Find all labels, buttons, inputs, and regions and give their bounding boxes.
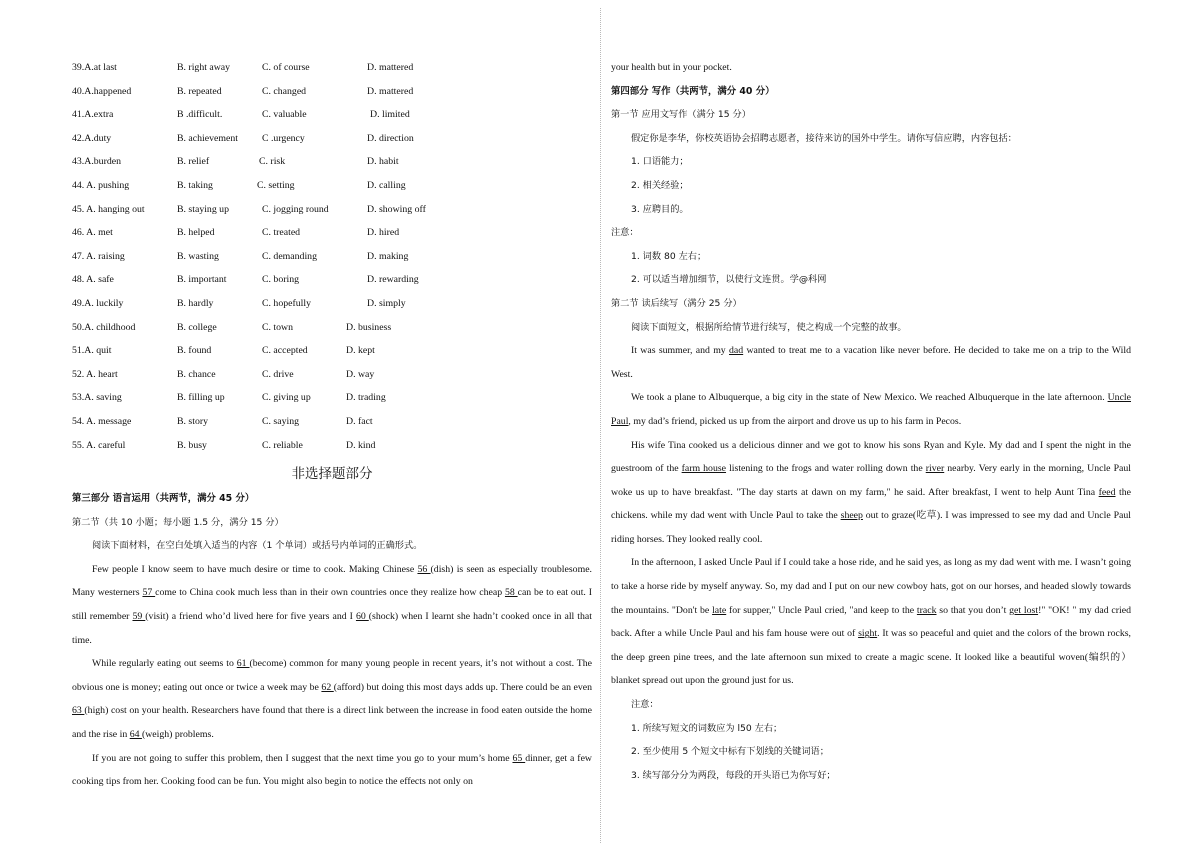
text: can be to eat out. I still remember <box>72 587 592 623</box>
option-b[interactable]: B .difficult. <box>177 109 223 121</box>
question-number-option-a[interactable]: 48. A. safe <box>72 274 114 286</box>
text: We took a plane to Albuquerque, a big city in the state of New Mexico. We reached Albuquerque in the late afternoon. <box>631 392 1108 404</box>
question-number-option-a[interactable]: 44. A. pushing <box>72 179 130 191</box>
text: (become) common for many young people in recent years, it’s not without a cost. The obvious one is money; eating out once or twice a week may be <box>72 658 593 693</box>
option-row <box>72 150 592 174</box>
option-c[interactable]: C. hopefully <box>262 297 311 309</box>
option-c[interactable]: C. drive <box>262 368 294 380</box>
option-c[interactable]: C. accepted <box>262 345 308 357</box>
option-row <box>72 268 592 292</box>
option-row <box>72 80 592 104</box>
option-b[interactable]: B. achievement <box>177 132 238 144</box>
option-d[interactable]: D. calling <box>367 179 406 191</box>
text: Few people I know seem to have much desire or time to cook. Making Chinese <box>92 563 418 575</box>
passage-paragraph-2 <box>72 652 592 746</box>
story-paragraph-3 <box>611 434 1131 552</box>
option-b[interactable]: B. story <box>177 415 209 427</box>
option-b[interactable]: B. chance <box>177 368 216 380</box>
question-number-option-a[interactable]: 49.A. luckily <box>72 297 124 309</box>
text: out to graze(吃草). I was impressed to see my dad and Uncle Paul riding horses. They looked really cool. <box>611 510 1131 545</box>
note-item: 2. 可以适当增加细节，以使行文连贯。学@科网 <box>631 274 827 286</box>
option-c[interactable]: C. saying <box>262 415 300 427</box>
option-row <box>72 292 592 316</box>
instruction: 阅读下面材料，在空白处填入适当的内容（1 个单词）或括号内单词的正确形式。 <box>92 540 423 552</box>
option-c[interactable]: C .urgency <box>262 132 305 144</box>
section2-heading: 第二节 读后续写（满分 25 分） <box>611 297 742 309</box>
section-title: 非选择题部分 <box>291 466 373 483</box>
option-d[interactable]: D. simply <box>367 297 406 309</box>
options-list <box>72 56 592 457</box>
option-b[interactable]: B. college <box>177 321 217 333</box>
option-row <box>72 56 592 80</box>
question-number-option-a[interactable]: 47. A. raising <box>72 250 125 262</box>
option-row <box>72 174 592 198</box>
option-c[interactable]: C. of course <box>262 62 310 73</box>
option-b[interactable]: B. hardly <box>177 297 214 309</box>
left-column <box>72 56 592 794</box>
question-number-option-a[interactable]: 46. A. met <box>72 227 113 239</box>
section2-prompt: 阅读下面短文，根据所给情节进行续写，使之构成一个完整的故事。 <box>631 321 907 333</box>
question-number-option-a[interactable]: 50.A. childhood <box>72 321 136 333</box>
question-number-option-a[interactable]: 43.A.burden <box>72 156 121 168</box>
text: (high) cost on your health. Researchers have found that there is a direct link between the increase in food eaten outside the home and the rise in <box>72 705 592 741</box>
note-label: 注意： <box>611 227 639 239</box>
blank-58[interactable]: 58 <box>504 587 518 599</box>
option-d[interactable]: D. rewarding <box>367 274 419 286</box>
option-c[interactable]: C. valuable <box>262 109 307 121</box>
blank-61[interactable]: 61 <box>236 658 250 670</box>
keyword: dad <box>729 345 744 357</box>
story-paragraph-1 <box>611 339 1131 386</box>
requirement-item: 2. 相关经验； <box>631 179 689 191</box>
option-row <box>72 127 592 151</box>
text: nearby. Very early in the morning, Uncle Paul woke us up to have breakfast. "The day starts at dawn on my farm," he said. After breakfast, I went to help Aunt Tina <box>611 463 1131 498</box>
part3-heading: 第三部分 语言运用（共两节，满分 45 分） <box>72 493 255 505</box>
keyword: track <box>916 604 937 616</box>
option-b[interactable]: B. repeated <box>177 85 222 97</box>
question-number-option-a[interactable]: 41.A.extra <box>72 109 114 121</box>
keyword: late <box>712 604 727 616</box>
option-row <box>72 221 592 245</box>
option-b[interactable]: B. wasting <box>177 250 219 262</box>
option-row <box>72 386 592 410</box>
option-c[interactable]: C. giving up <box>262 392 311 404</box>
option-c[interactable]: C. town <box>262 321 294 333</box>
question-number-option-a[interactable]: 51.A. quit <box>72 345 112 357</box>
blank-64[interactable]: 64 <box>129 729 142 741</box>
question-number-option-a[interactable]: 39.A.at last <box>72 62 117 73</box>
passage-paragraph-3 <box>72 747 592 794</box>
keyword: sheep <box>840 510 863 522</box>
option-c[interactable]: C. risk <box>259 156 286 168</box>
option-d[interactable]: D. habit <box>367 156 399 168</box>
blank-57[interactable]: 57 <box>142 587 156 599</box>
blank-65[interactable]: 65 <box>512 752 526 764</box>
note2-item: 1. 所续写短文的词数应为 l50 左右； <box>631 722 783 734</box>
option-d[interactable]: D. kind <box>346 439 376 451</box>
text: (visit) a friend who’d lived here for five years and I <box>145 611 356 623</box>
keyword: river <box>925 463 945 475</box>
blank-62[interactable]: 62 <box>321 681 334 693</box>
option-c[interactable]: C. reliable <box>262 439 303 451</box>
note2-label: 注意： <box>631 699 659 711</box>
option-d[interactable]: D. fact <box>346 415 373 427</box>
continuation-line: your health but in your pocket. <box>611 62 732 73</box>
option-row <box>72 198 592 222</box>
option-b[interactable]: B. important <box>177 274 227 286</box>
text: . It was so peaceful and quiet and the colors of the brown rocks, the deep green pine trees, and the late afternoon sun mixed to create a magic scene. It looked like a beautiful woven(编织的）blanket spread out upon the ground just for us. <box>611 628 1131 687</box>
note2-item: 3. 续写部分分为两段，每段的开头语已为你写好； <box>631 769 836 781</box>
option-c[interactable]: C. setting <box>257 179 295 191</box>
keyword: farm house <box>681 463 727 475</box>
text: His wife Tina cooked us a delicious dinner and we got to know his sons Ryan and Kyle. My dad and I spent the night in the guestroom of the <box>611 439 1131 475</box>
story-paragraph-2 <box>611 386 1131 433</box>
option-b[interactable]: B. staying up <box>177 203 229 215</box>
option-d[interactable]: D. showing off <box>367 203 426 215</box>
option-row <box>72 410 592 434</box>
keyword: feed <box>1098 486 1116 498</box>
option-d[interactable]: D. business <box>346 321 392 333</box>
option-d[interactable]: D. kept <box>346 345 375 357</box>
passage-paragraph-1 <box>72 558 592 652</box>
text: !" "OK! " my dad cried back. After a while Uncle Paul and his fam house were out of <box>611 604 1131 640</box>
option-d[interactable]: D. way <box>346 368 375 380</box>
text: listening to the frogs and water rolling down the <box>726 463 926 475</box>
option-c[interactable]: C. treated <box>262 227 301 239</box>
text: (shock) when I learnt she hadn’t cooked once in all that time. <box>72 611 592 646</box>
option-d[interactable]: D. hired <box>367 227 400 239</box>
option-row <box>72 339 592 363</box>
option-c[interactable]: C. jogging round <box>262 203 329 215</box>
text: so that you don’t <box>936 604 1010 616</box>
part3-subheading: 第二节（共 10 小题；每小题 1.5 分，满分 15 分） <box>72 516 284 528</box>
column-divider <box>600 8 601 843</box>
text: If you are not going to suffer this problem, then I suggest that the next time you go to your mum’s home <box>92 752 513 764</box>
question-number-option-a[interactable]: 53.A. saving <box>72 392 122 404</box>
text: , my dad’s friend, picked us up from the airport and drove us up to his farm in Pecos. <box>628 415 962 427</box>
option-d[interactable]: D. limited <box>370 109 410 121</box>
requirement-item: 3. 应聘目的。 <box>631 203 689 215</box>
keyword: sight <box>858 628 878 640</box>
option-row <box>72 434 592 458</box>
text: It was summer, and my <box>631 345 730 357</box>
option-c[interactable]: C. demanding <box>262 250 317 262</box>
option-d[interactable]: D. mattered <box>367 62 414 73</box>
text: In the afternoon, I asked Uncle Paul if I could take a hose ride, and he said yes, as long as my dad went with me. I wasn’t going to take a horse ride by myself anyway. So, my dad and I put on our new cowboy hats, got on our horses, and headed slowly towards the mountains. "Don't be <box>611 557 1131 616</box>
question-number-option-a[interactable]: 40.A.happened <box>72 85 132 97</box>
keyword: get lost <box>1009 604 1039 616</box>
option-b[interactable]: B. found <box>177 345 212 357</box>
keyword: Uncle Paul <box>611 392 1131 427</box>
question-number-option-a[interactable]: 55. A. careful <box>72 439 126 451</box>
text: dinner, get a few cooking tips from her. Cooking food can be fun. You might also begin to notice the effects not only on <box>72 752 592 788</box>
text: for supper," Uncle Paul cried, "and keep to the <box>726 604 917 616</box>
option-c[interactable]: C. boring <box>262 274 300 286</box>
option-d[interactable]: D. mattered <box>367 85 414 97</box>
option-b[interactable]: B. taking <box>177 179 213 191</box>
note-item: 1. 词数 80 左右； <box>631 250 707 262</box>
blank-63[interactable]: 63 <box>72 705 85 717</box>
text: the chickens. while my dad went with Uncle Paul to take the <box>611 486 1132 522</box>
option-d[interactable]: D. making <box>367 250 409 262</box>
section1-heading: 第一节 应用文写作（满分 15 分） <box>611 109 751 121</box>
option-b[interactable]: B. busy <box>177 439 207 451</box>
option-d[interactable]: D. direction <box>367 132 414 144</box>
text: While regularly eating out seems to <box>92 658 237 670</box>
blank-60[interactable]: 60 <box>355 611 369 623</box>
section1-prompt: 假定你是李华，你校英语协会招聘志愿者，接待来访的国外中学生。请你写信应聘，内容包括： <box>631 132 1017 144</box>
option-c[interactable]: C. changed <box>262 85 307 97</box>
text: come to China cook much less than in their own countries once they realize how cheap <box>155 587 505 599</box>
option-row <box>72 245 592 269</box>
option-d[interactable]: D. trading <box>346 392 386 404</box>
question-number-option-a[interactable]: 42.A.duty <box>72 132 112 144</box>
question-number-option-a[interactable]: 45. A. hanging out <box>72 203 145 215</box>
text: (afford) but doing this most days adds up. There could be an even <box>333 681 592 693</box>
question-number-option-a[interactable]: 54. A. message <box>72 415 132 427</box>
option-b[interactable]: B. helped <box>177 227 215 239</box>
text: wanted to treat me to a vacation like never before. He decided to take me on a trip to the Wild West. <box>611 345 1131 380</box>
blank-59[interactable]: 59 <box>132 611 146 623</box>
note2-item: 2. 至少使用 5 个短文中标有下划线的关键词语； <box>631 746 829 758</box>
option-b[interactable]: B. filling up <box>177 392 225 404</box>
part4-heading: 第四部分 写作（共两节，满分 40 分） <box>611 85 775 97</box>
option-row <box>72 103 592 127</box>
option-row <box>72 316 592 340</box>
story-paragraph-4 <box>611 551 1131 693</box>
requirement-item: 1. 口语能力； <box>631 156 689 168</box>
question-number-option-a[interactable]: 52. A. heart <box>72 368 118 380</box>
option-b[interactable]: B. right away <box>177 62 231 73</box>
blank-56[interactable]: 56 <box>417 563 431 575</box>
right-column <box>611 56 1131 787</box>
option-b[interactable]: B. relief <box>177 156 210 168</box>
option-row <box>72 363 592 387</box>
text: (weigh) problems. <box>141 729 214 741</box>
text: (dish) is seen as especially troublesome. Many westerners <box>72 563 592 599</box>
